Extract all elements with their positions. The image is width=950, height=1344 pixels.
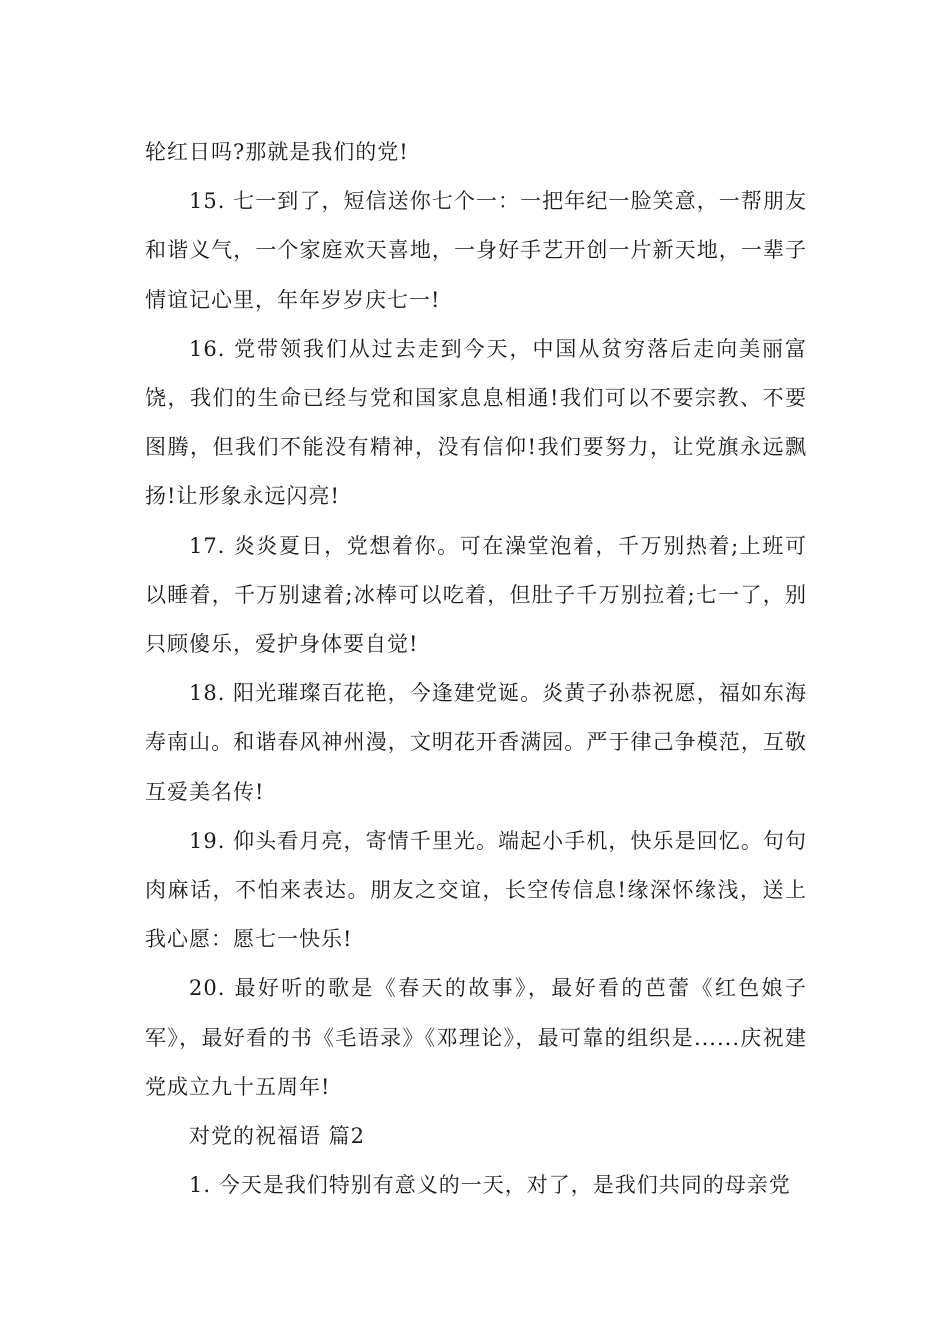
section-heading: 对党的祝福语 篇2 [189, 1124, 366, 1149]
paragraph-item-16: 16. 党带领我们从过去走到今天，中国从贫穷落后走向美丽富饶，我们的生命已经与党和国家息息相通!我们可以不要宗教、不要图腾，但我们不能没有精神，没有信仰!我们要努力，让党旗永远飘扬!让形象永远闪亮! [145, 336, 807, 509]
paragraph-item-17: 17. 炎炎夏日，党想着你。可在澡堂泡着，千万别热着;上班可以睡着，千万别逮着;冰棒可以吃着，但肚子千万别拉着;七一了，别只顾傻乐，爱护身体要自觉! [145, 533, 807, 657]
paragraph-item-20: 20. 最好听的歌是《春天的故事》，最好看的芭蕾《红色娘子军》，最好看的书《毛语录》《邓理论》，最可靠的组织是......庆祝建党成立九十五周年! [145, 976, 807, 1099]
paragraph-item-15: 15. 七一到了，短信送你七个一：一把年纪一脸笑意，一帮朋友和谐义气，一个家庭欢天喜地，一身好手艺开创一片新天地，一辈子情谊记心里，年年岁岁庆七一! [145, 189, 807, 312]
paragraph-item-18: 18. 阳光璀璨百花艳，今逢建党诞。炎黄子孙恭祝愿，福如东海寿南山。和谐春风神州漫，文明花开香满园。严于律己争模范，互敬互爱美名传! [145, 681, 807, 804]
document-body [145, 128, 807, 1210]
paragraph-continuation: 轮红日吗?那就是我们的党! [145, 140, 409, 164]
paragraph-item-19: 19. 仰头看月亮，寄情千里光。端起小手机，快乐是回忆。句句肉麻话，不怕来表达。朋友之交谊，长空传信息!缘深怀缘浅，送上我心愿：愿七一快乐! [145, 828, 807, 952]
paragraph-item-1: 1. 今天是我们特别有意义的一天，对了，是我们共同的母亲党 [189, 1173, 791, 1198]
